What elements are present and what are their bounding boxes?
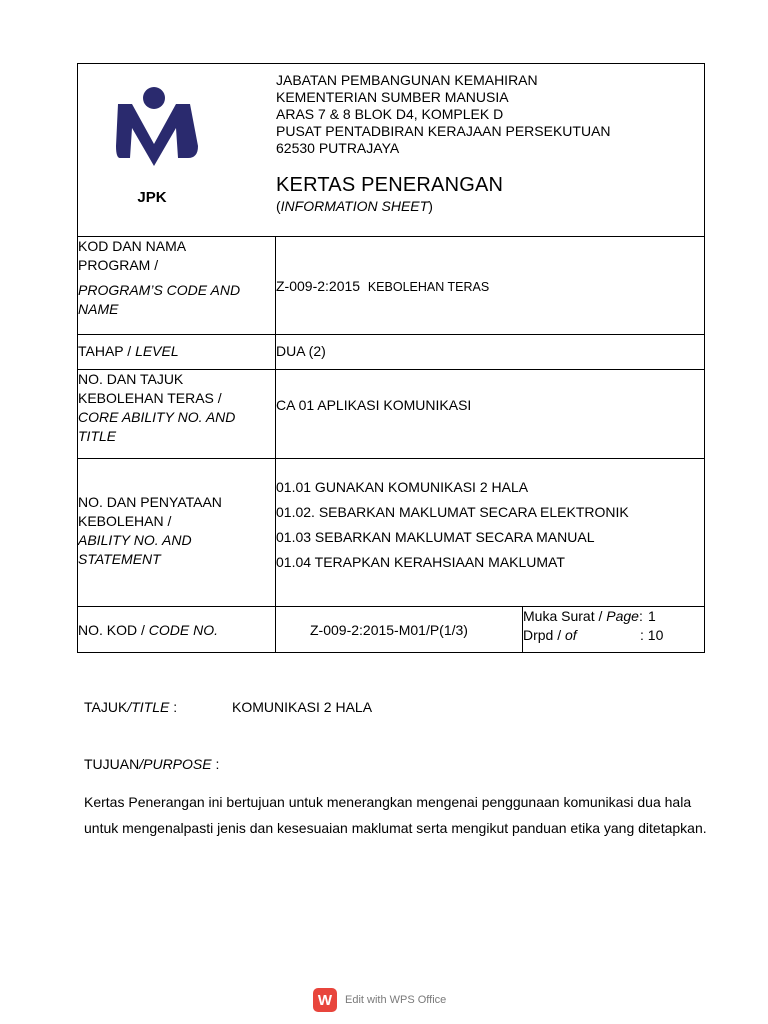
title-value: KOMUNIKASI 2 HALA	[232, 699, 373, 715]
program-label: KOD DAN NAMA PROGRAM / PROGRAM’S CODE AND NAME	[78, 237, 276, 335]
statement-item: 01.04 TERAPKAN KERAHSIAAN MAKLUMAT	[276, 554, 565, 570]
program-value: Z-009-2:2015 KEBOLEHAN TERAS	[276, 237, 705, 335]
program-row	[78, 237, 705, 335]
code-label: NO. KOD / CODE NO.	[78, 607, 276, 653]
purpose-heading: TUJUAN/PURPOSE :	[84, 756, 220, 772]
core-ability-label: NO. DAN TAJUK KEBOLEHAN TERAS / CORE ABILITY NO. AND TITLE	[78, 370, 276, 459]
sheet-title: KERTAS PENERANGAN	[276, 174, 504, 196]
core-ability-value: CA 01 APLIKASI KOMUNIKASI	[276, 370, 705, 459]
page-info	[523, 607, 705, 653]
level-value: DUA (2)	[276, 335, 705, 370]
info-table	[77, 63, 705, 653]
ability-statement-label: NO. DAN PENYATAAN KEBOLEHAN / ABILITY NO. AND STATEMENT	[78, 459, 276, 607]
ability-statement-row	[78, 459, 705, 607]
logo-label: JPK	[137, 189, 167, 206]
header-cell	[78, 64, 705, 237]
level-row	[78, 335, 705, 370]
wps-office-icon: W	[313, 988, 337, 1012]
statement-item: 01.02. SEBARKAN MAKLUMAT SECARA ELEKTRONIK	[276, 504, 629, 520]
code-row	[78, 607, 705, 653]
org-line: KEMENTERIAN SUMBER MANUSIA	[276, 89, 509, 105]
core-ability-row	[78, 370, 705, 459]
ability-statement-list	[276, 459, 705, 607]
org-line: 62530 PUTRAJAYA	[276, 140, 400, 156]
wps-footer[interactable]	[313, 988, 446, 1012]
page-number: Muka Surat / Page: 1	[523, 608, 656, 624]
org-line: JABATAN PEMBANGUNAN KEMAHIRAN	[276, 72, 538, 88]
organization-address	[276, 72, 611, 157]
page-total: Drpd / of : 10	[523, 627, 664, 643]
title-line: TAJUK/TITLE : KOMUNIKASI 2 HALA	[84, 699, 373, 715]
sheet-subtitle: (INFORMATION SHEET)	[276, 198, 433, 214]
level-label: TAHAP / LEVEL	[78, 335, 276, 370]
code-value: Z-009-2:2015-M01/P(1/3)	[276, 607, 523, 653]
edit-with-wps-link[interactable]: Edit with WPS Office	[345, 994, 447, 1006]
statement-item: 01.01 GUNAKAN KOMUNIKASI 2 HALA	[276, 479, 529, 495]
org-line: ARAS 7 & 8 BLOK D4, KOMPLEK D	[276, 106, 504, 122]
org-line: PUSAT PENTADBIRAN KERAJAAN PERSEKUTUAN	[276, 123, 611, 139]
purpose-paragraph: Kertas Penerangan ini bertujuan untuk menerangkan mengenai penggunaan komunikasi dua hala untuk mengenalpasti jenis dan kesesuaian maklumat serta mengikut panduan etika yang ditetapkan.	[84, 794, 707, 836]
statement-item: 01.03 SEBARKAN MAKLUMAT SECARA MANUAL	[276, 529, 595, 545]
jpk-logo-icon	[116, 86, 200, 208]
header-row	[78, 64, 705, 237]
